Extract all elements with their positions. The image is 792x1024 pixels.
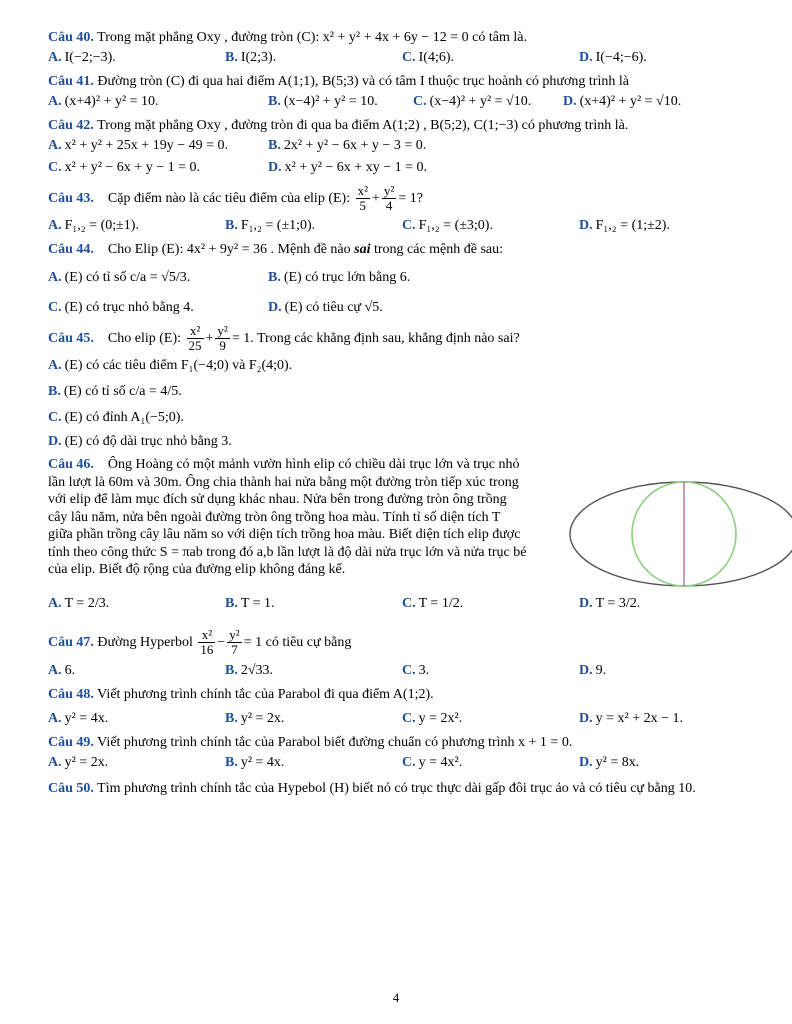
fraction: $\frac{\text{y²}}{7}$ [229, 626, 240, 657]
options-42-cd [48, 158, 758, 178]
question-number: Câu 40. [48, 30, 94, 45]
question-41 [48, 72, 758, 92]
option-a: A. 6. [48, 662, 76, 678]
page-number: 4 [392, 990, 400, 1005]
options-44-ab [48, 268, 758, 288]
fraction: $\frac{\text{x²}}{5}$ [357, 183, 368, 214]
option-a: A. y² = 4x. [48, 710, 109, 726]
fraction: $\frac{\text{x²}}{16}$ [200, 626, 214, 657]
option-c: C. I(4;6). [402, 50, 455, 65]
question-46 [48, 456, 758, 579]
option-d: D. T = 3/2. [579, 595, 641, 611]
options-42-ab [48, 136, 758, 156]
question-number: Câu 46. [48, 457, 94, 472]
question-number: Câu 48. [48, 686, 94, 702]
option-d: D. F₁,₂ = (1;±2). [579, 218, 670, 233]
fraction: $\frac{\text{y²}}{9}$ [217, 323, 228, 354]
question-number: Câu 45. [48, 331, 94, 346]
question-number: Câu 44. [48, 242, 94, 257]
question-42 [48, 116, 758, 136]
question-48: Câu 48. Viết phương trình chính tắc của Parabol đi qua điểm A(1;2). [48, 686, 434, 702]
option-d: D. x² + y² − 6x + xy − 1 = 0. [268, 160, 427, 175]
options-44-cd [48, 298, 758, 318]
option-d: D. (E) có độ dài trục nhỏ bằng 3. [48, 434, 232, 449]
option-b: B. (x−4)² + y² = 10. [268, 94, 378, 109]
option-a: A. T = 2/3. [48, 595, 110, 611]
question-text: Trong mặt phẳng Oxy , đường tròn (C): x² + y² + 4x + 6y − 12 = 0 có tâm là. [97, 30, 527, 45]
option-b: B. F₁,₂ = (±1;0). [225, 218, 316, 233]
option-c: C. x² + y² − 6x + y − 1 = 0. [48, 160, 200, 175]
option-d: D. (x+4)² + y² = √10. [563, 94, 682, 109]
option-c: C. F₁,₂ = (±3;0). [402, 218, 493, 233]
fraction: $\frac{\text{y²}}{4}$ [383, 183, 395, 214]
question-44: Câu 44. Cho Elip (E): 4x² + 9y² = 36 . Mệnh đề nào sai trong các mệnh đề sau: [48, 242, 504, 257]
question-49: Câu 49. Viết phương trình chính tắc của Parabol biết đường chuẩn có phương trình x + 1 = 0. [48, 734, 573, 750]
worksheet-page [48, 28, 758, 801]
question-40 [48, 28, 758, 48]
option-c: C. T = 1/2. [402, 595, 464, 611]
options-46 [48, 587, 758, 621]
ellipse-shape [570, 482, 792, 586]
option-b: B. (E) có tỉ số c/a = 4/5. [48, 384, 182, 399]
option-b: B. 2x² + y² − 6x + y − 3 = 0. [268, 138, 427, 153]
options-43 [48, 216, 758, 236]
option-a: A. F₁,₂ = (0;±1). [48, 218, 139, 233]
question-50 [48, 777, 758, 801]
option-a: A. y² = 2x. [48, 754, 109, 770]
option-b: B. T = 1. [225, 595, 275, 611]
option-a: A. (x+4)² + y² = 10. [48, 94, 159, 109]
question-number: Câu 42. [48, 118, 94, 133]
question-number: Câu 41. [48, 74, 94, 89]
option-c: C. (x−4)² + y² = √10. [413, 94, 532, 109]
option-c: C. (E) có trục nhỏ bằng 4. [48, 300, 194, 315]
question-text: Trong mặt phẳng Oxy , đường tròn đi qua ba điểm A(1;2) , B(5;2), C(1;−3) có phương trình là. [97, 118, 629, 133]
question-text: Đường tròn (C) đi qua hai điểm A(1;1), B(5;3) và có tâm I thuộc trục hoành có phương trình là [97, 74, 629, 89]
question-text: Tìm phương trình chính tắc của Hypebol (H) biết nó có trục thực dài gấp đôi trục ảo và có tiêu cự bằng 10. [97, 780, 696, 796]
question-43: Câu 43. Cặp điểm nào là các tiêu điểm của elip (E): $\frac{\text{x²}}{5}$ + $\frac{\text{y²}}{4}$ = 1? [48, 183, 423, 214]
option-a: A. (E) có tỉ số c/a = √5/3. [48, 270, 191, 285]
ellipse-garden-figure [568, 480, 792, 588]
question-number: Câu 50. [48, 780, 94, 796]
question-45: Câu 45. Cho elip (E): $\frac{\text{x²}}{25}$ + $\frac{\text{y²}}{9}$ = 1. Trong các khẳng định sau, khẳng định nào sai? [48, 323, 520, 354]
option-c: C. (E) có đỉnh A₁(−5;0). [48, 410, 184, 425]
options-49 [48, 753, 758, 773]
options-40 [48, 48, 758, 68]
option-b: B. (E) có trục lớn bằng 6. [268, 270, 411, 285]
question-number: Câu 47. [48, 634, 94, 650]
option-b: B. I(2;3). [225, 50, 277, 65]
option-d: D. (E) có tiêu cự √5. [268, 300, 383, 315]
question-text: Cặp điểm nào là các tiêu điểm của elip (E): [107, 191, 351, 206]
option-b: B. y² = 4x. [225, 754, 285, 770]
fraction: $\frac{\text{x²}}{25}$ [188, 323, 202, 354]
question-47: Câu 47. Đường Hyperbol $\frac{\text{x²}}{16}$ − $\frac{\text{y²}}{7}$ = 1 có tiêu cự bằng [48, 626, 352, 657]
option-c: C. y = 4x². [402, 754, 463, 770]
option-a: A. I(−2;−3). [48, 50, 116, 65]
question-number: Câu 43. [48, 191, 94, 206]
options-41 [48, 92, 758, 112]
option-d: D. y² = 8x. [579, 754, 640, 770]
option-d: D. y = x² + 2x − 1. [579, 710, 684, 726]
options-48 [48, 709, 758, 729]
option-d: D. I(−4;−6). [579, 50, 647, 65]
option-c: C. 3. [402, 662, 430, 678]
option-c: C. y = 2x². [402, 710, 463, 726]
option-b: B. 2√33. [225, 662, 274, 678]
option-a: A. (E) có các tiêu điểm F₁(−4;0) và F₂(4;0). [48, 358, 293, 373]
option-b: B. y² = 2x. [225, 710, 285, 726]
question-text: Ông Hoàng có một mảnh vườn hình elip có chiều dài trục lớn và trục nhỏ lần lượt là 60m và 30m. Ông chia thành hai nửa bằng một đường tròn tiếp xúc trong với elip để làm mục đích sử dụng khác nhau. Nửa bên trong đường tròn ông trồng cây lâu năm, nửa bên ngoài đường tròn ông trồng hoa màu. Tính tỉ số diện tích T giữa phần trồng cây lâu năm so với diện tích trồng hoa màu. Biết diện tích elip được tính theo công thức S = πab trong đó a,b lần lượt là độ dài nửa trục lớn và nửa trục bé của elip. Biết độ rộng của đường elip không đáng kể. [48, 457, 527, 577]
option-a: A. x² + y² + 25x + 19y − 49 = 0. [48, 138, 228, 153]
question-number: Câu 49. [48, 734, 94, 750]
option-d: D. 9. [579, 662, 607, 678]
options-47 [48, 661, 758, 681]
